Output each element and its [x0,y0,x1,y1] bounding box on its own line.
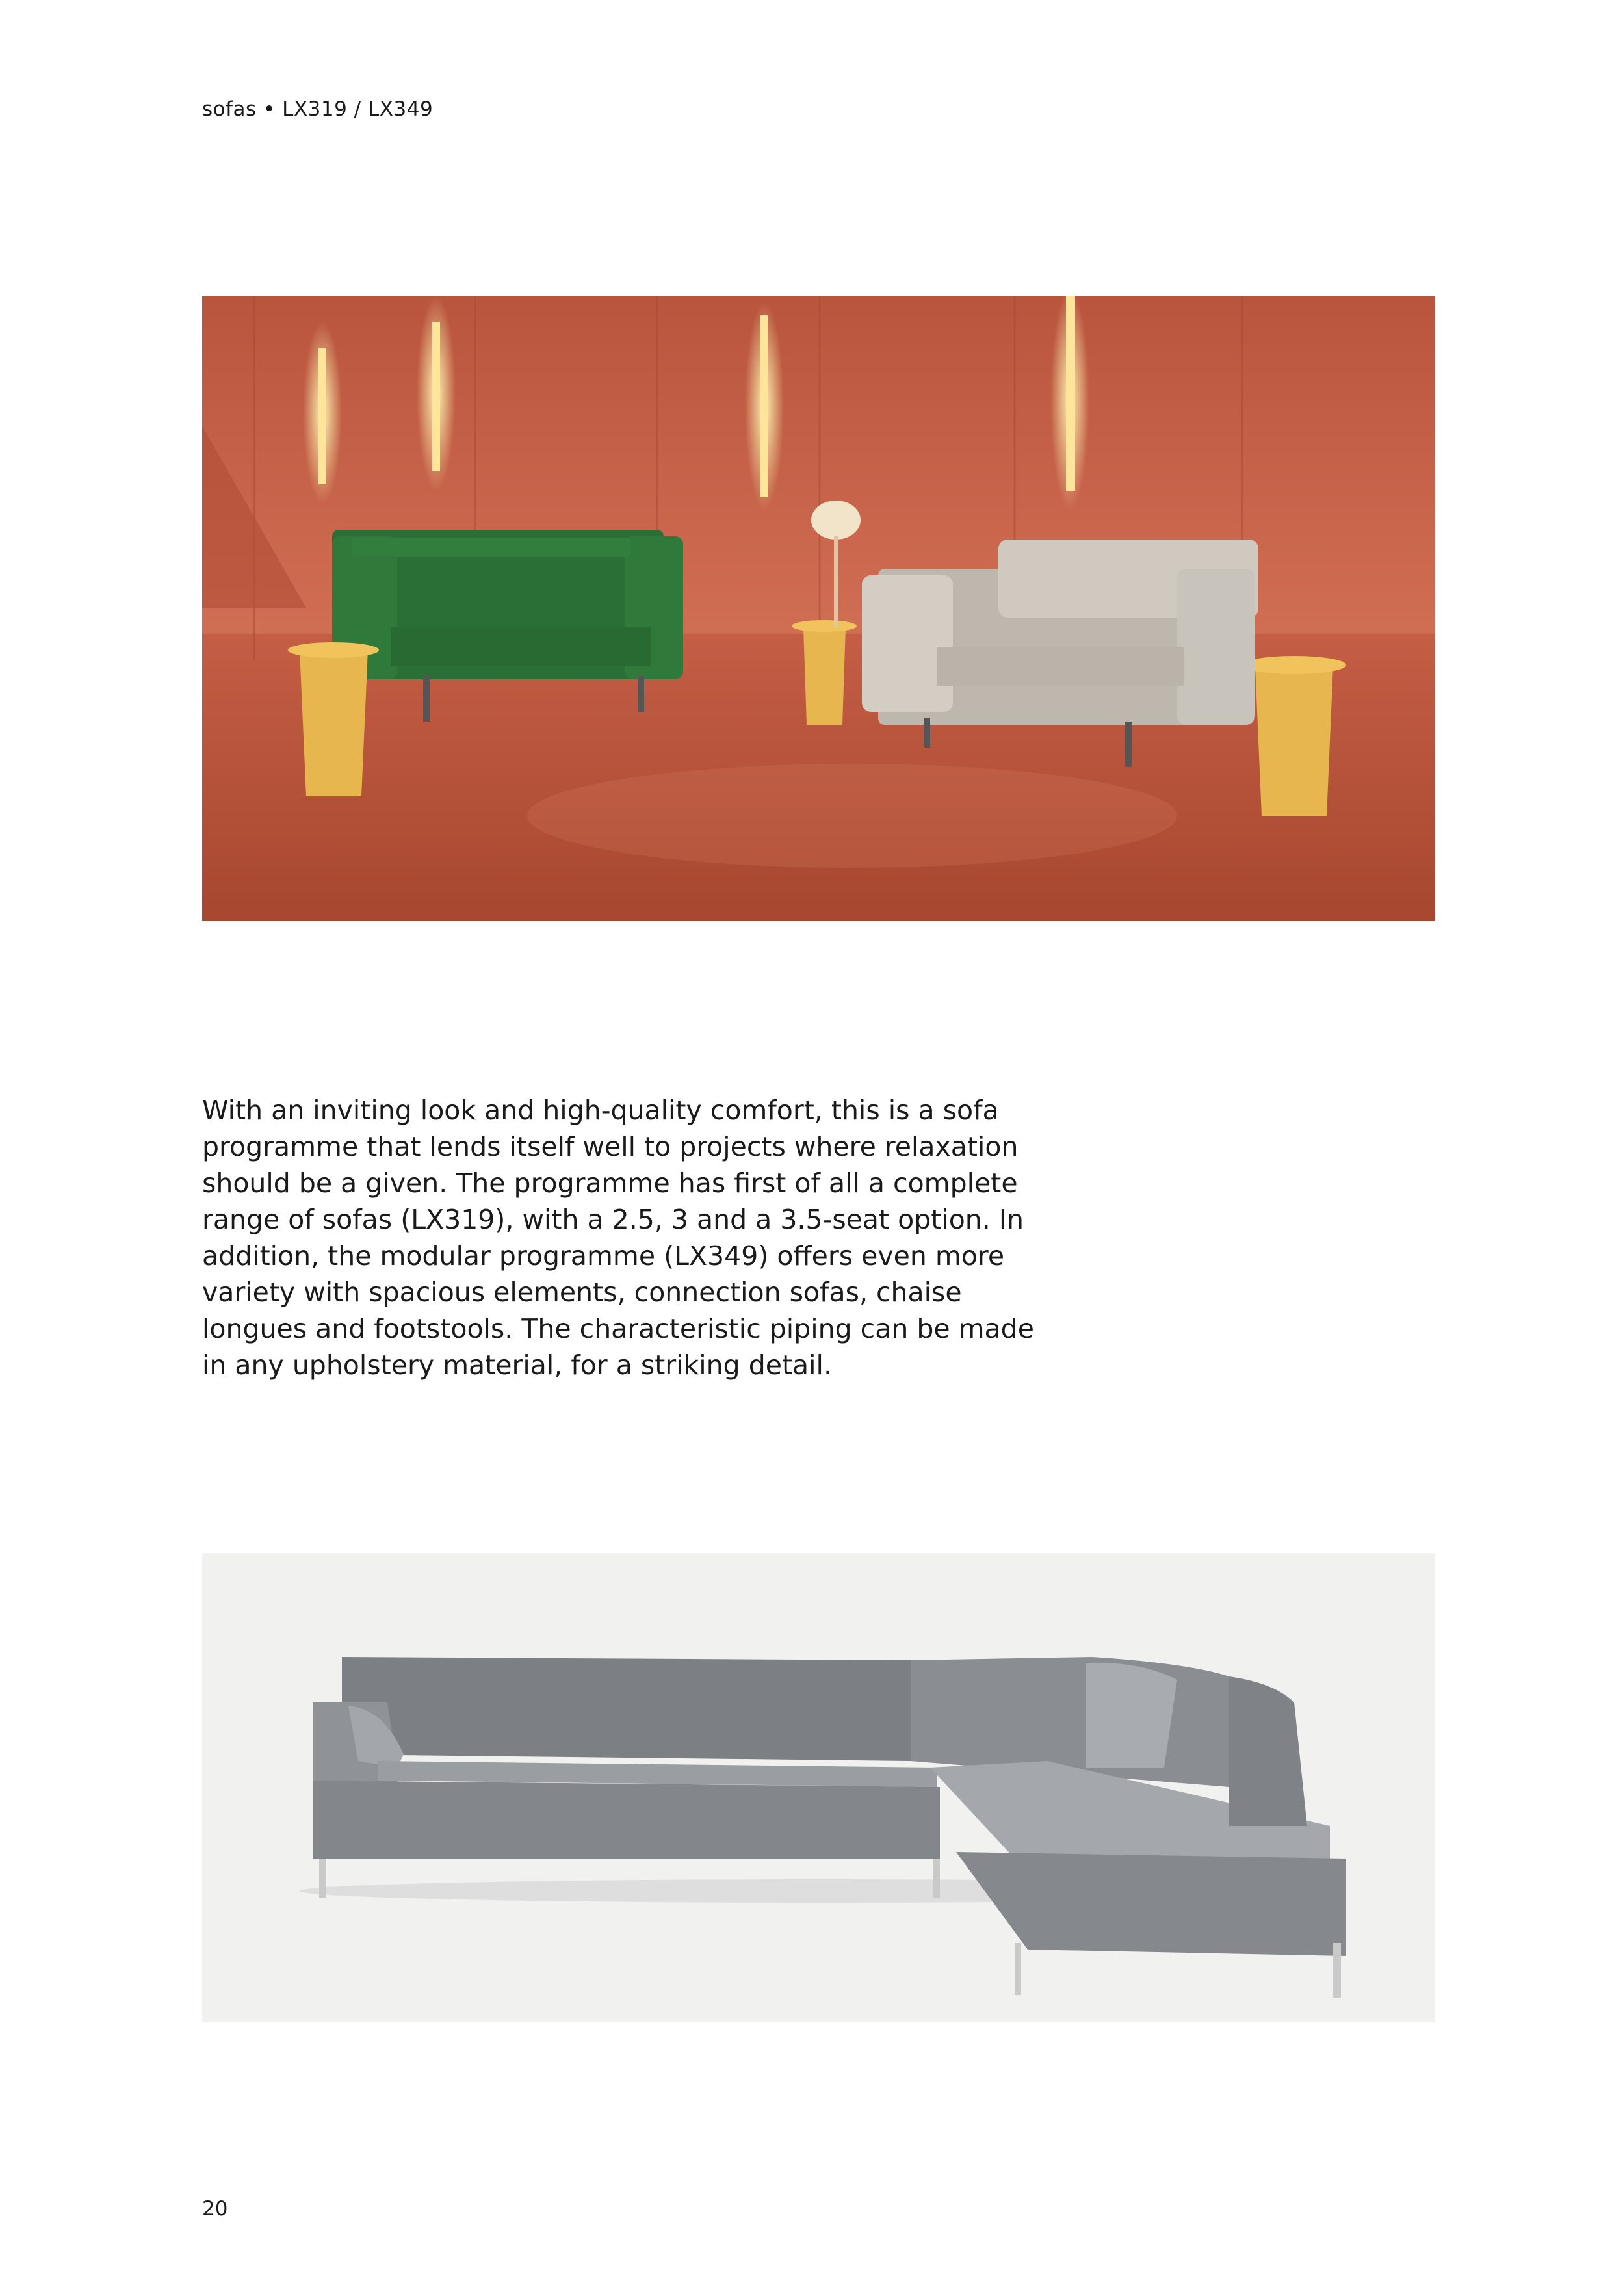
description-paragraph: With an inviting look and high-quality comfort, this is a sofa programme that lends itself well to projects where relaxation should be a given. The programme has first of all a complete range of sofas (LX319), with a 2.5, 3 and a 3.5-seat option. In addition, the modular programme (LX349) offers even more variety with spacious elements, connection sofas, chaise longues and footstools. The characteristic piping can be made in any upholstery material, for a striking detail. [202,1095,1034,1381]
photo-icon [202,296,1435,921]
page-number: 20 [202,2197,228,2221]
photo-icon [202,1553,1435,2022]
sofa-photo-top [202,296,1435,921]
running-head: sofas • LX319 / LX349 [202,98,434,121]
sofa-photo-bottom [202,1553,1435,2022]
